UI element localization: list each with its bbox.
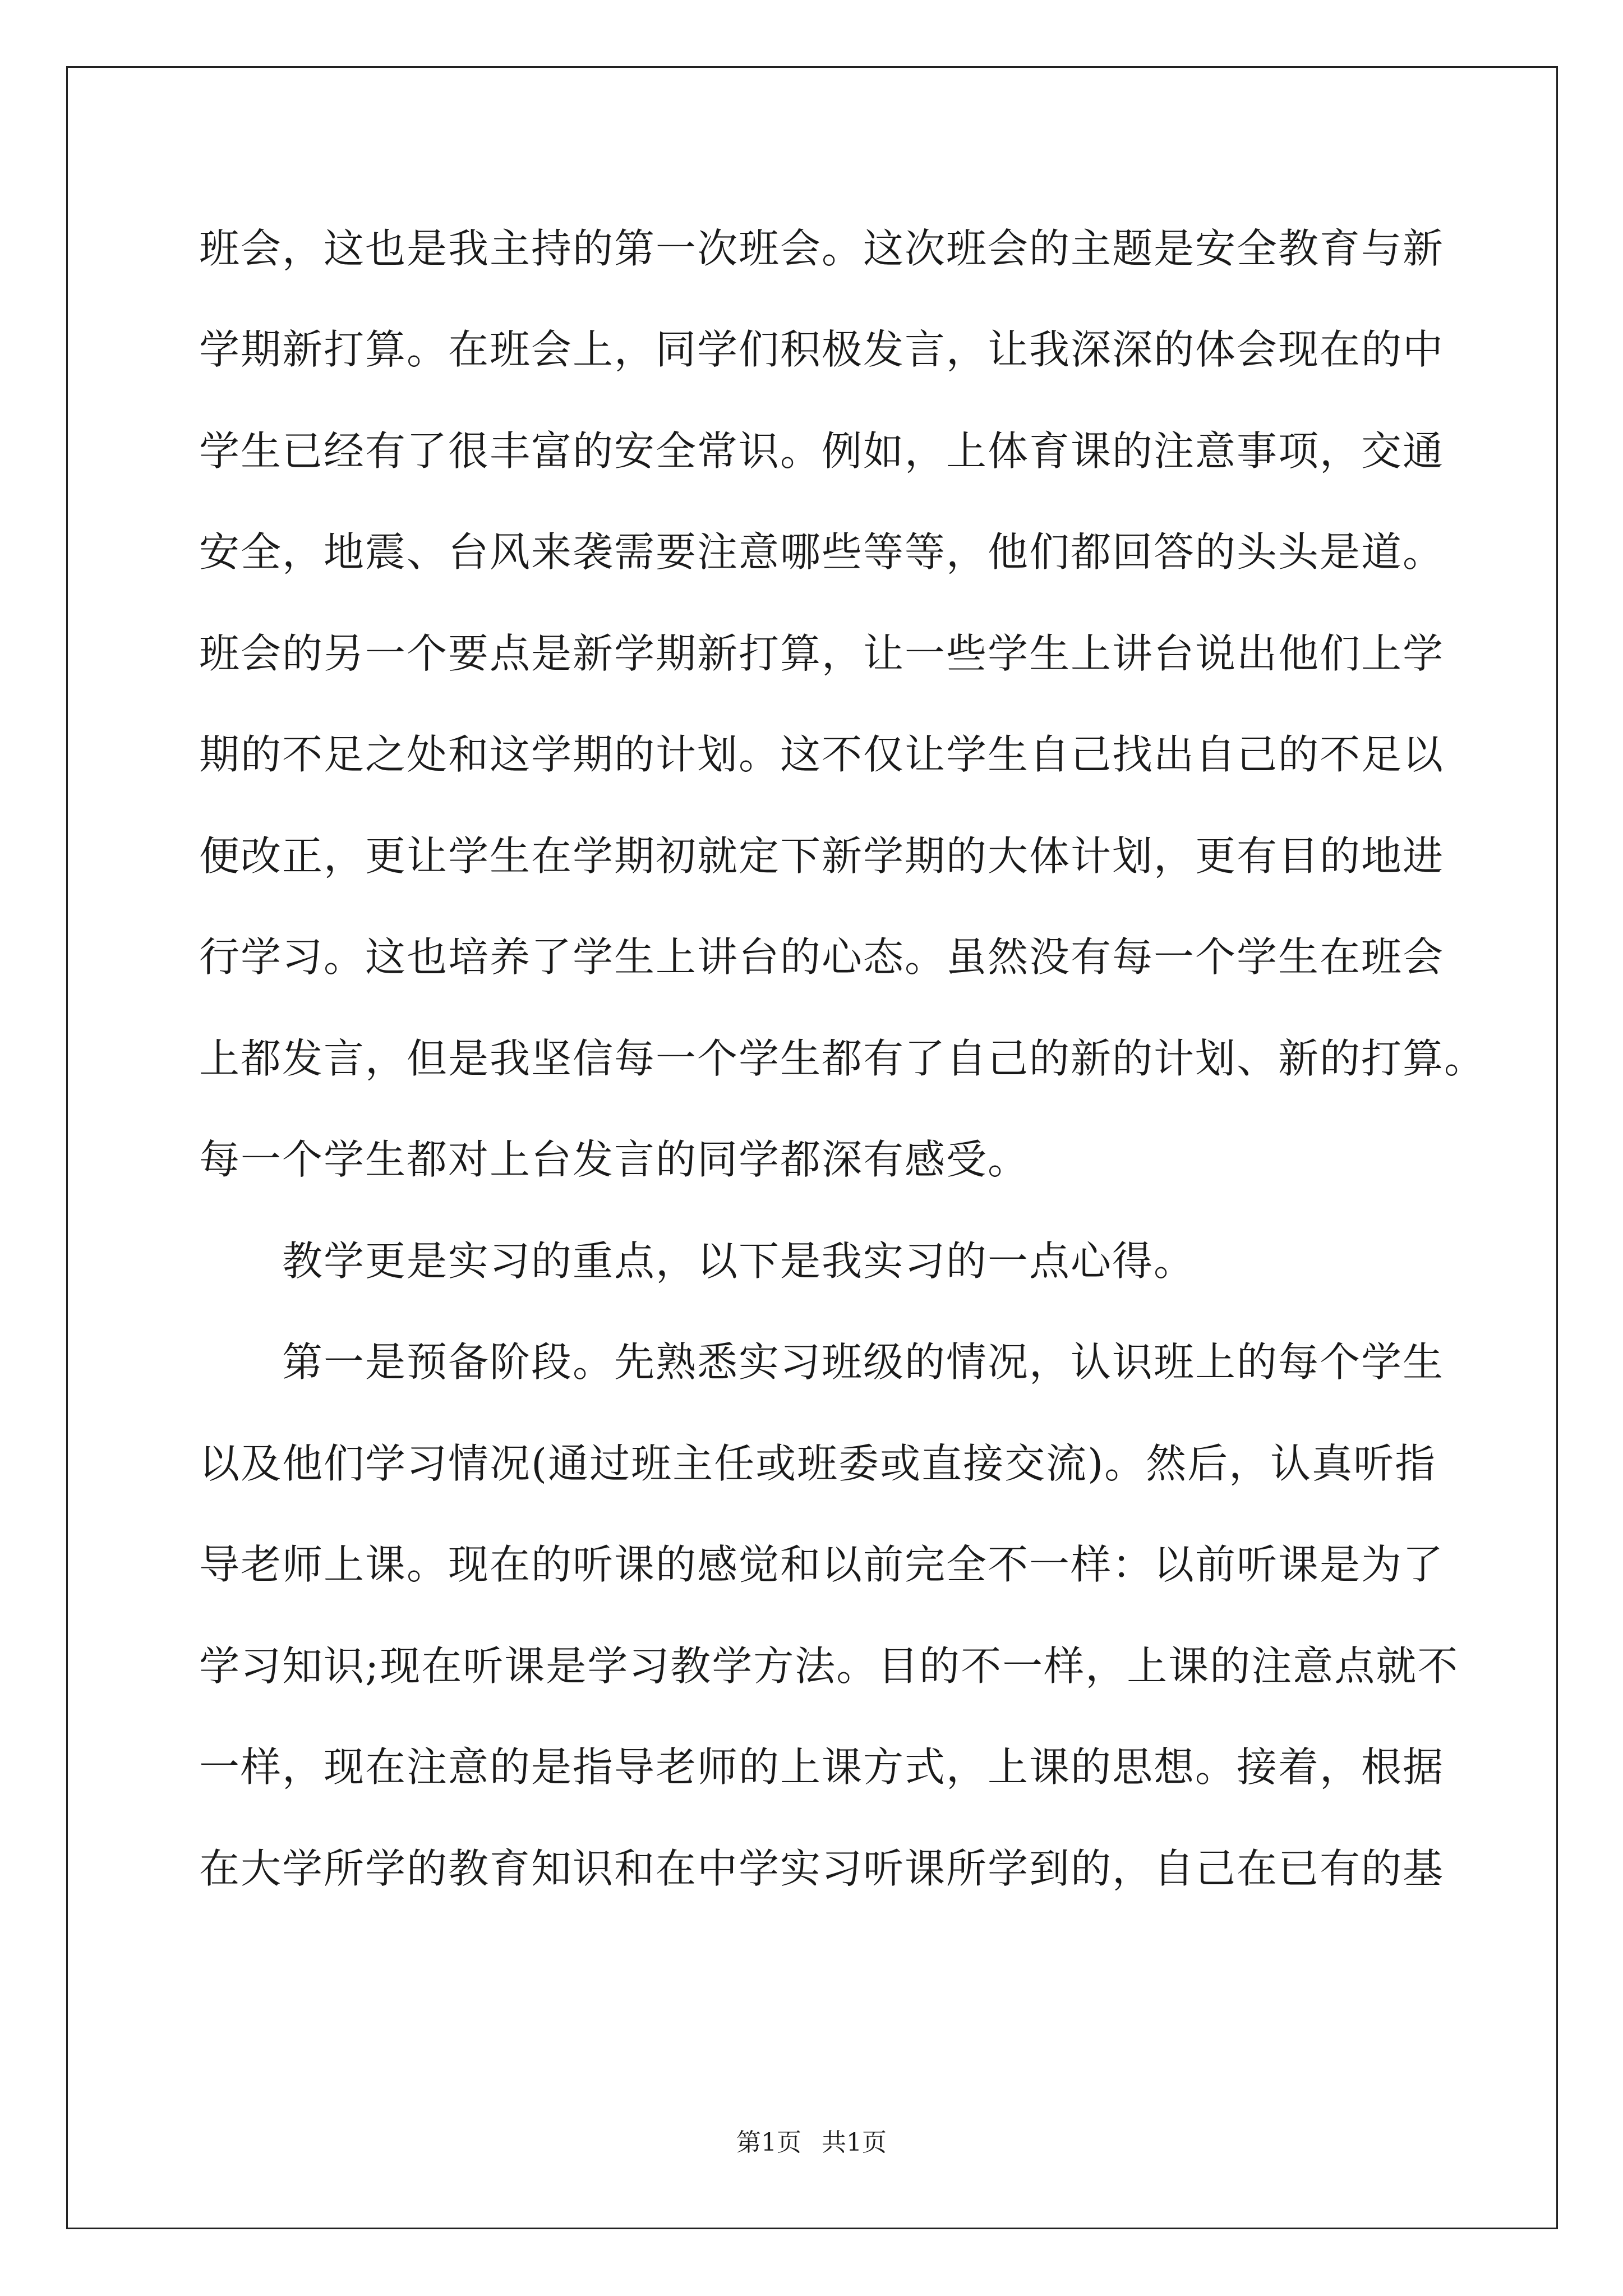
text-line: 期的不足之处和这学期的计划。这不仅让学生自己找出自己的不足以 [199, 731, 1445, 778]
text-line: 学生已经有了很丰富的安全常识。例如，上体育课的注意事项，交通 [199, 427, 1445, 475]
text-line: 学习知识;现在听课是学习教学方法。目的不一样，上课的注意点就不 [199, 1642, 1459, 1690]
text-line: 安全，地震、台风来袭需要注意哪些等等，他们都回答的头头是道。 [199, 528, 1445, 576]
text-line: 每一个学生都对上台发言的同学都深有感受。 [199, 1136, 1030, 1183]
text-line: 班会的另一个要点是新学期新打算，让一些学生上讲台说出他们上学 [199, 630, 1445, 677]
text-line: 便改正，更让学生在学期初就定下新学期的大体计划，更有目的地进 [199, 832, 1445, 880]
text-line: 学期新打算。在班会上，同学们积极发言，让我深深的体会现在的中 [199, 326, 1445, 373]
text-line: 以及他们学习情况(通过班主任或班委或直接交流)。然后，认真听指 [199, 1440, 1437, 1487]
paragraph-line: 第一是预备阶段。先熟悉实习班级的情况，认识班上的每个学生 [199, 1338, 1445, 1386]
page-number: 第1页 [736, 2128, 801, 2157]
text-line: 导老师上课。现在的听课的感觉和以前完全不一样：以前听课是为了 [199, 1541, 1445, 1588]
paragraph-line: 教学更是实习的重点，以下是我实习的一点心得。 [199, 1237, 1196, 1285]
text-line: 在大学所学的教育知识和在中学实习听课所学到的，自己在已有的基 [199, 1845, 1445, 1892]
text-line: 行学习。这也培养了学生上讲台的心态。虽然没有每一个学生在班会 [199, 933, 1445, 981]
page-count: 共1页 [822, 2128, 887, 2157]
text-line: 一样，现在注意的是指导老师的上课方式，上课的思想。接着，根据 [199, 1743, 1445, 1791]
page-footer [0, 2126, 1623, 2160]
text-line: 上都发言，但是我坚信每一个学生都有了自己的新的计划、新的打算。 [199, 1035, 1486, 1082]
text-line: 班会，这也是我主持的第一次班会。这次班会的主题是安全教育与新 [199, 225, 1445, 272]
